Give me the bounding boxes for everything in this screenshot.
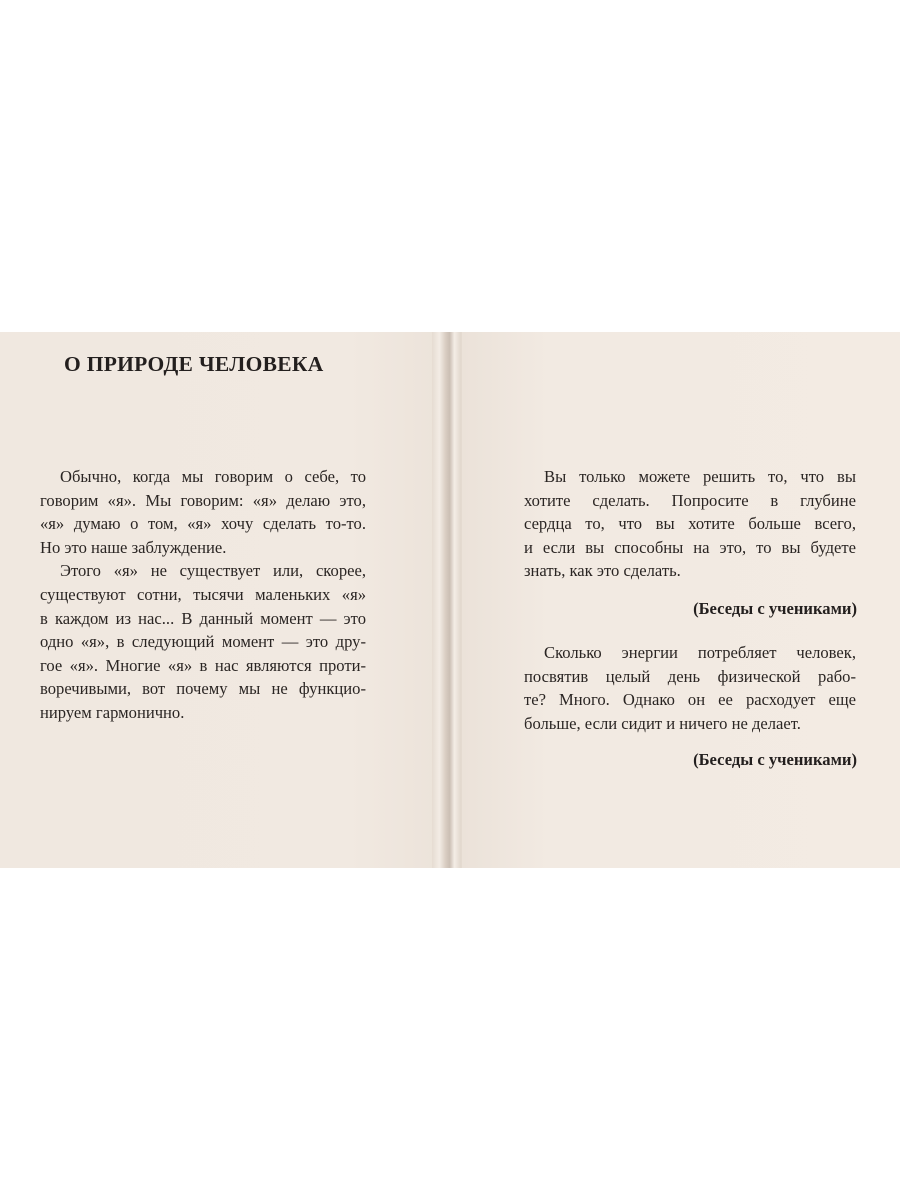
text-line: больше, если сидит и ничего не делает. — [524, 713, 801, 733]
text-line: гое «я». Многие «я» в нас являются проти- — [40, 655, 366, 675]
text-line: существуют сотни, тысячи маленьких «я» — [40, 584, 366, 604]
right-text-2 — [524, 641, 856, 735]
text-line: «я» думаю о том, «я» хочу сделать то-то. — [40, 514, 366, 534]
text-line: Вы только можете решить то, что вы — [544, 467, 856, 486]
text-line: Сколько энергии потребляет человек, — [544, 643, 856, 662]
book-spread — [0, 332, 900, 868]
text-line: в каждом из нас... В данный момент — это — [40, 608, 366, 628]
text-line: хотите сделать. Попросите в глубине — [524, 490, 856, 510]
book-gutter — [432, 332, 466, 868]
text-line: говорим «я». Мы говорим: «я» делаю это, — [40, 490, 366, 510]
quote-source: (Беседы с учениками) — [693, 750, 857, 769]
text-line: одно «я», в следующий момент — это дру- — [40, 632, 366, 652]
text-line: воречивыми, вот почему мы не функцио- — [40, 679, 366, 699]
left-page — [0, 332, 438, 868]
left-text — [40, 465, 366, 725]
text-line: Но это наше заблуждение. — [40, 537, 227, 557]
page-title: О ПРИРОДЕ ЧЕЛОВЕКА — [64, 352, 324, 376]
text-line: знать, как это сделать. — [524, 561, 681, 581]
text-line: сердца то, что вы хотите больше всего, — [524, 514, 856, 534]
text-line: и если вы способны на это, то вы будете — [524, 537, 856, 557]
right-text-1 — [524, 465, 856, 583]
text-line: те? Много. Однако он ее расходует еще — [524, 690, 856, 710]
quote-source: (Беседы с учениками) — [693, 599, 857, 618]
text-line: Обычно, когда мы говорим о себе, то — [60, 467, 366, 486]
text-line: нируем гармонично. — [40, 702, 185, 722]
text-line: Этого «я» не существует или, скорее, — [60, 561, 366, 581]
text-line: посвятив целый день физической рабо- — [524, 666, 856, 686]
